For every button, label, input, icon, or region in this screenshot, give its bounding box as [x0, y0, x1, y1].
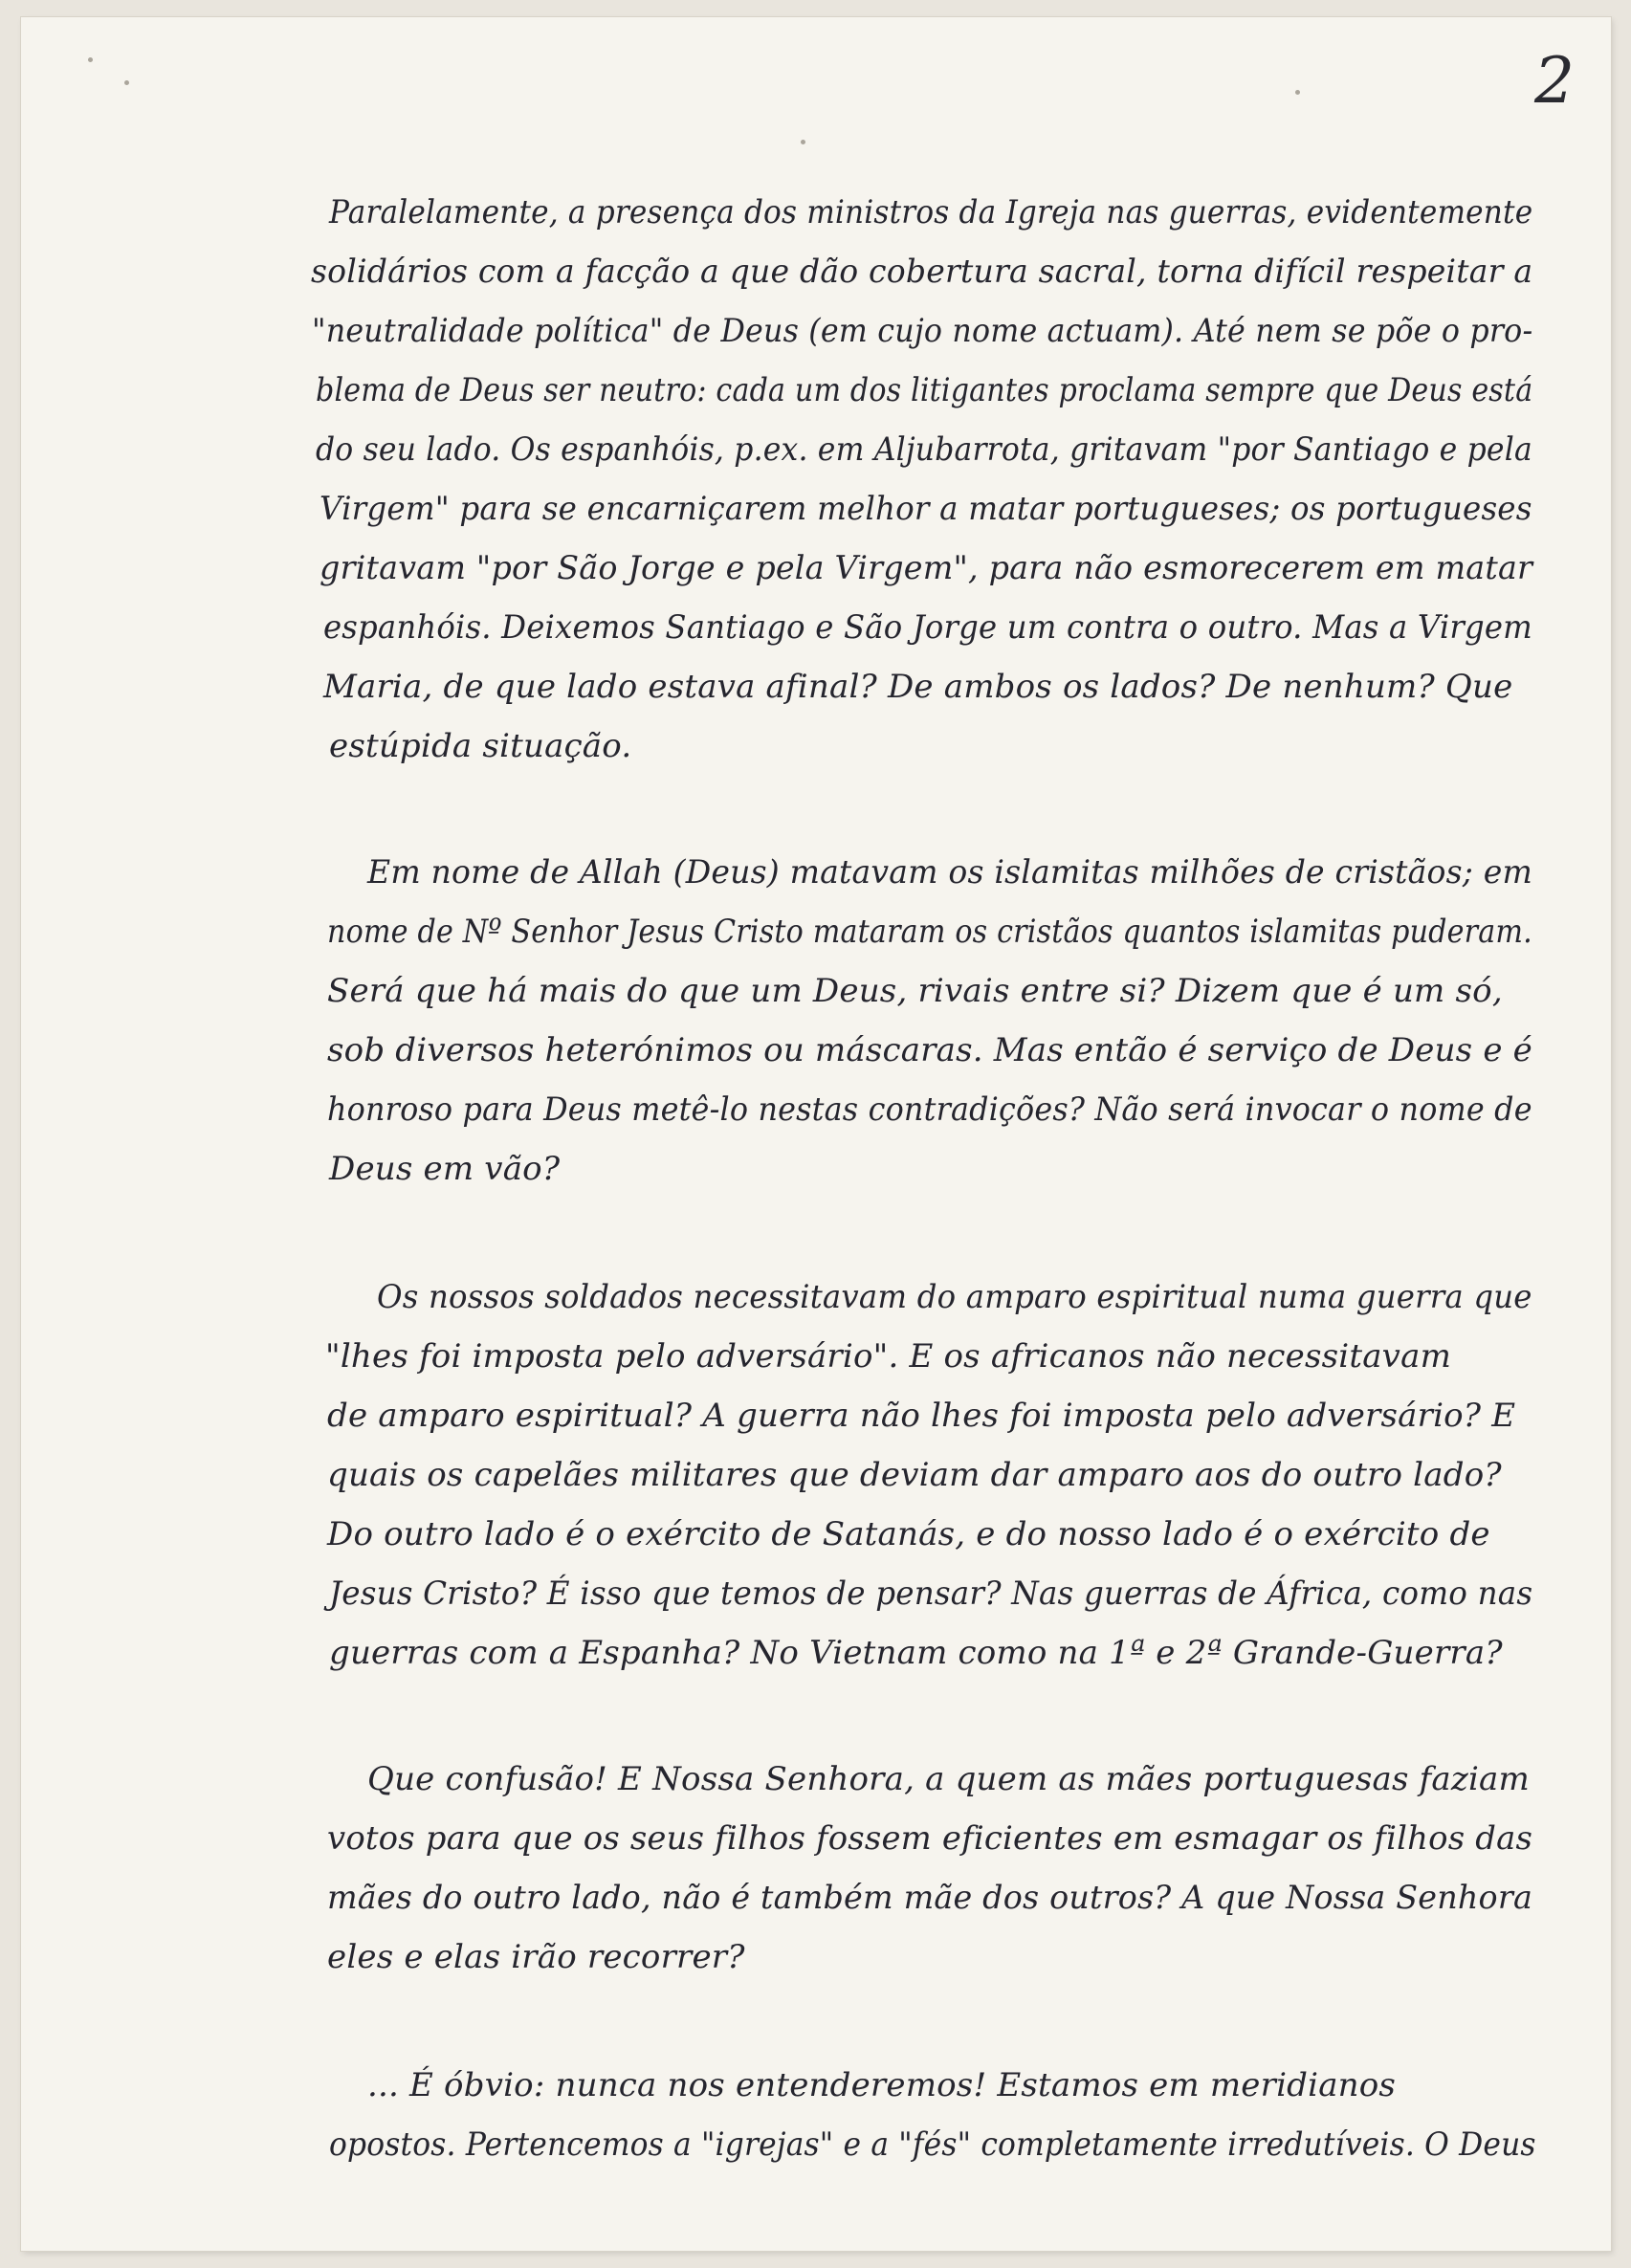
- text-line: Jesus Cristo? É isso que temos de pensar? Nas guerras de África, como nas: [329, 1574, 1533, 1613]
- text-line: Em nome de Allah (Deus) matavam os islamitas milhões de cristãos; em: [367, 853, 1533, 892]
- text-line: honroso para Deus metê-lo nestas contradições? Não será invocar o nome de: [327, 1090, 1532, 1129]
- text-line: ... É óbvio: nunca nos entenderemos! Estamos em meridianos: [367, 2066, 1397, 2104]
- text-line: nome de Nº Senhor Jesus Cristo mataram os cristãos quantos islamitas puderam.: [327, 913, 1532, 951]
- paper-speck: [88, 57, 93, 62]
- text-line: blema de Deus ser neutro: cada um dos litigantes proclama sempre que Deus está: [316, 371, 1533, 409]
- text-line: eles e elas irão recorrer?: [327, 1938, 745, 1976]
- manuscript-page: [21, 17, 1611, 2251]
- text-line: do seu lado. Os espanhóis, p.ex. em Aljubarrota, gritavam "por Santiago e pela: [316, 430, 1532, 469]
- text-line: Os nossos soldados necessitavam do amparo espiritual numa guerra que: [377, 1278, 1532, 1316]
- text-line: sob diversos heterónimos ou máscaras. Mas então é serviço de Deus e é: [327, 1031, 1532, 1069]
- text-line: guerras com a Espanha? No Vietnam como na 1ª e 2ª Grande-Guerra?: [329, 1634, 1503, 1672]
- paper-speck: [1295, 90, 1300, 95]
- text-line: de amparo espiritual? A guerra não lhes foi imposta pelo adversário? E: [327, 1397, 1516, 1435]
- text-line: quais os capelães militares que deviam dar amparo aos do outro lado?: [327, 1456, 1502, 1494]
- page-number: 2: [1534, 44, 1575, 118]
- text-line: Deus em vão?: [329, 1150, 561, 1188]
- text-line: Paralelamente, a presença dos ministros da Igreja nas guerras, evidentemente: [329, 193, 1533, 231]
- text-line: Virgem" para se encarniçarem melhor a matar portugueses; os portugueses: [320, 490, 1532, 528]
- text-line: mães do outro lado, não é também mãe dos outros? A que Nossa Senhora: [327, 1879, 1533, 1917]
- text-line: espanhóis. Deixemos Santiago e São Jorge um contra o outro. Mas a Virgem: [323, 608, 1532, 647]
- text-line: gritavam "por São Jorge e pela Virgem", para não esmorecerem em matar: [320, 549, 1533, 587]
- paper-speck: [124, 80, 129, 85]
- text-line: Será que há mais do que um Deus, rivais entre si? Dizem que é um só,: [327, 972, 1503, 1010]
- text-line: estúpida situação.: [329, 727, 632, 765]
- text-line: Do outro lado é o exército de Satanás, e do nosso lado é o exército de: [327, 1515, 1490, 1553]
- text-line: Maria, de que lado estava afinal? De ambos os lados? De nenhum? Que: [323, 668, 1513, 706]
- text-line: solidários com a facção a que dão cobertura sacral, torna difícil respeitar a: [311, 253, 1533, 291]
- text-line: "lhes foi imposta pelo adversário". E os africanos não necessitavam: [325, 1337, 1452, 1376]
- text-line: votos para que os seus filhos fossem eficientes em esmagar os filhos das: [327, 1819, 1533, 1858]
- paper-speck: [801, 140, 805, 144]
- text-line: Que confusão! E Nossa Senhora, a quem as mães portuguesas faziam: [367, 1760, 1530, 1798]
- text-line: opostos. Pertencemos a "igrejas" e a "fés" completamente irredutíveis. O Deus: [329, 2125, 1536, 2164]
- text-line: "neutralidade política" de Deus (em cujo nome actuam). Até nem se põe o pro-: [312, 312, 1533, 350]
